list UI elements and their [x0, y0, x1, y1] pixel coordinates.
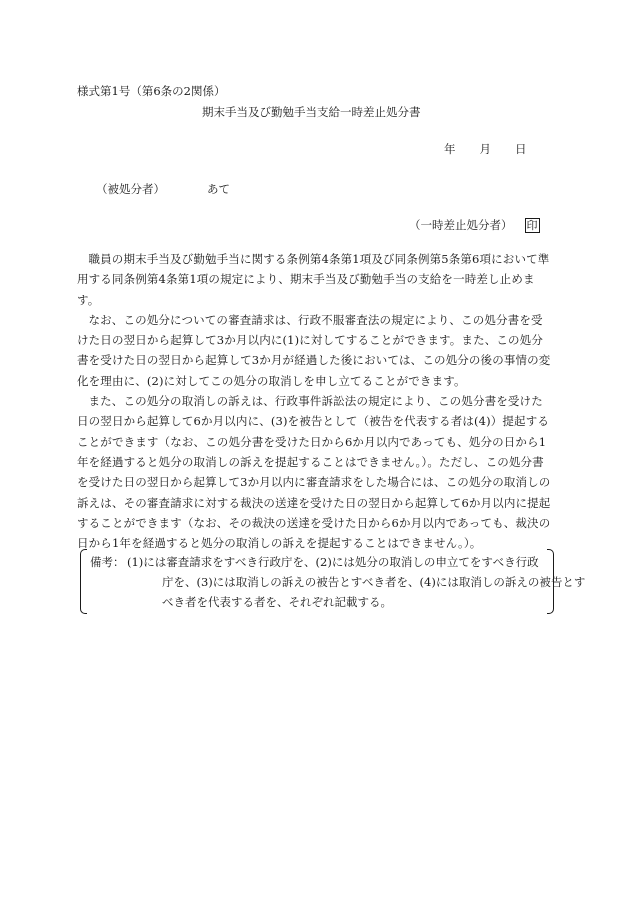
document-title: 期末手当及び勤勉手当支給一時差止処分書	[202, 105, 421, 119]
date-year-label: 年	[444, 142, 456, 156]
form-number: 様式第1号（第6条の2関係）	[77, 84, 226, 98]
note-line: (1)には審査請求をすべき行政庁を、(2)には処分の取消しの申立てをすべき行政	[127, 555, 539, 569]
note-text	[127, 552, 586, 612]
note-box	[80, 549, 586, 614]
addressee-suffix: あて	[207, 182, 230, 196]
addressee-line	[96, 181, 230, 197]
note-label: 備考：	[90, 555, 125, 569]
date-day-label: 日	[515, 142, 527, 156]
issuer-label: （一時差止処分者）	[409, 218, 513, 232]
body-text	[77, 249, 553, 553]
note-bracket-left	[80, 549, 87, 614]
date-month-label: 月	[479, 142, 491, 156]
note-line: 庁を、(3)には取消しの訴えの被告とすべき者を、(4)には取消しの訴えの被告とす	[162, 575, 586, 589]
body-paragraph: 職員の期末手当及び勤勉手当に関する条例第4条第1項及び同条例第5条第6項において準用する同条例第4条第1項の規定により、期末手当及び勤勉手当の支給を一時差し止めます。	[77, 252, 550, 307]
issuer-line	[409, 217, 540, 233]
body-paragraph: なお、この処分についての審査請求は、行政不服審査法の規定により、この処分書を受けた日の翌日から起算して3か月以内に(1)に対してすることができます。また、この処分書を受けた日の翌日から起算して3か月が経過した後においては、この処分の後の事情の変化を理由に、(2)に対してこの処分の取消しを申し立てることができます。	[77, 312, 551, 388]
seal-mark: 印	[526, 219, 538, 232]
body-paragraph: また、この処分の取消しの訴えは、行政事件訴訟法の規定により、この処分書を受けた日の翌日から起算して6か月以内に、(3)を被告として（被告を代表する者は(4)）提起することができます（なお、この処分書を受けた日から6か月以内であっても、処分の日から1年を経過すると処分の取消しの訴えを提起することはできません。）。ただし、この処分書を受けた日の翌日から起算して3か月以内に審査請求をした場合には、この処分の取消しの訴えは、その審査請求に対する裁決の送達を受けた日の翌日から起算して6か月以内に提起することができます（なお、その裁決の送達を受けた日から6か月以内であっても、裁決の日から1年を経過すると処分の取消しの訴えを提起することはできません。）。	[77, 394, 551, 551]
date-line	[444, 141, 527, 157]
addressee-label: （被処分者）	[96, 182, 165, 196]
note-line: べき者を代表する者を、それぞれ記載する。	[162, 595, 392, 609]
